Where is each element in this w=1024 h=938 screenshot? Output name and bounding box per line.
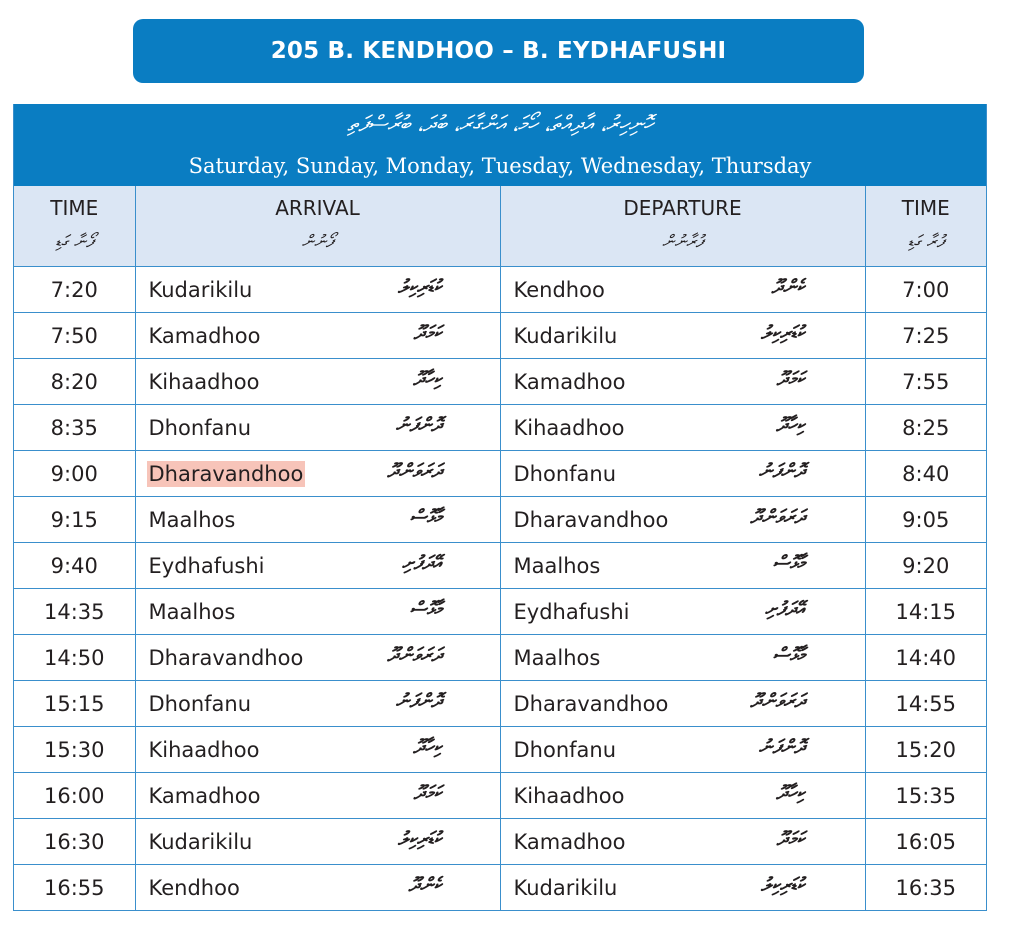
departure-cell bbox=[500, 451, 865, 497]
arrival-cell bbox=[135, 589, 500, 635]
departure-time-cell: 7:55 bbox=[865, 359, 986, 405]
header-arrival bbox=[135, 186, 500, 267]
arrival-time-cell: 9:15 bbox=[14, 497, 135, 543]
table-row bbox=[14, 359, 986, 405]
arrival-cell-dhivehi: ކިހާދޫ bbox=[413, 368, 442, 390]
arrival-time-cell: 14:35 bbox=[14, 589, 135, 635]
departure-cell-name: Maalhos bbox=[513, 554, 601, 578]
departure-cell-name: Kihaadhoo bbox=[513, 416, 625, 440]
header-departure-time bbox=[865, 186, 986, 267]
departure-cell bbox=[500, 865, 865, 911]
departure-cell-name: Kudarikilu bbox=[513, 324, 618, 348]
days-english: Saturday, Sunday, Monday, Tuesday, Wednesday, Thursday bbox=[188, 154, 812, 178]
arrival-cell bbox=[135, 819, 500, 865]
arrival-cell-dhivehi: އޭދަފުށި bbox=[402, 552, 442, 574]
header-arrival-label: ARRIVAL bbox=[275, 196, 360, 220]
arrival-cell bbox=[135, 635, 500, 681]
departure-time-cell: 9:20 bbox=[865, 543, 986, 589]
arrival-cell bbox=[135, 865, 500, 911]
header-departure-dhivehi: ފުރާނުން bbox=[662, 232, 703, 252]
schedule-body bbox=[14, 267, 986, 911]
table-row bbox=[14, 635, 986, 681]
table-row bbox=[14, 313, 986, 359]
departure-cell-dhivehi: ދަރަވަންދޫ bbox=[750, 690, 805, 712]
header-time-label: TIME bbox=[901, 196, 950, 220]
arrival-time-cell: 14:50 bbox=[14, 635, 135, 681]
departure-cell-name: Kendhoo bbox=[513, 278, 605, 302]
departure-cell-name: Kamadhoo bbox=[513, 370, 626, 394]
departure-time-cell: 16:05 bbox=[865, 819, 986, 865]
departure-cell-dhivehi: ކަމަދޫ bbox=[776, 368, 805, 390]
departure-time-cell: 15:35 bbox=[865, 773, 986, 819]
arrival-cell-dhivehi: ކެންދޫ bbox=[408, 874, 442, 896]
departure-cell-dhivehi: ކިހާދޫ bbox=[776, 414, 805, 436]
arrival-cell-name: Dharavandhoo bbox=[148, 462, 304, 486]
arrival-time-cell: 16:00 bbox=[14, 773, 135, 819]
arrival-cell-dhivehi: ކުޑަރިކިލު bbox=[397, 276, 442, 298]
departure-cell-name: Kudarikilu bbox=[513, 876, 618, 900]
arrival-cell bbox=[135, 267, 500, 313]
arrival-cell bbox=[135, 681, 500, 727]
departure-cell bbox=[500, 635, 865, 681]
arrival-time-cell: 8:20 bbox=[14, 359, 135, 405]
departure-cell bbox=[500, 773, 865, 819]
departure-time-cell: 16:35 bbox=[865, 865, 986, 911]
arrival-time-cell: 15:15 bbox=[14, 681, 135, 727]
departure-cell bbox=[500, 267, 865, 313]
departure-cell-dhivehi: ކިހާދޫ bbox=[776, 782, 805, 804]
table-row bbox=[14, 497, 986, 543]
days-dhivehi: ހޮނިހިރު، އާދިއްތަ، ހޯމަ، އަންގާރަ، ބުދަ، ބުރާސްފަތި bbox=[347, 112, 653, 137]
header-time-dhivehi: ފުރާ ގަޑި bbox=[907, 232, 944, 252]
table-row bbox=[14, 405, 986, 451]
arrival-cell bbox=[135, 359, 500, 405]
arrival-cell-dhivehi: ކަމަދޫ bbox=[413, 782, 442, 804]
departure-cell-name: Maalhos bbox=[513, 646, 601, 670]
departure-cell bbox=[500, 727, 865, 773]
table-row bbox=[14, 727, 986, 773]
arrival-cell-dhivehi: ދަރަވަންދޫ bbox=[387, 460, 442, 482]
departure-cell-dhivehi: މާޅޮސް bbox=[772, 552, 805, 574]
departure-cell bbox=[500, 313, 865, 359]
arrival-cell-name: Dhonfanu bbox=[148, 692, 252, 716]
departure-cell bbox=[500, 543, 865, 589]
table-row bbox=[14, 865, 986, 911]
days-banner bbox=[14, 104, 986, 186]
table-row bbox=[14, 819, 986, 865]
departure-time-cell: 14:40 bbox=[865, 635, 986, 681]
arrival-cell-name: Kudarikilu bbox=[148, 278, 253, 302]
departure-time-cell: 8:25 bbox=[865, 405, 986, 451]
departure-cell bbox=[500, 405, 865, 451]
arrival-cell-dhivehi: މާޅޮސް bbox=[409, 506, 442, 528]
header-time-label: TIME bbox=[50, 196, 99, 220]
arrival-cell-dhivehi: ކިހާދޫ bbox=[413, 736, 442, 758]
departure-cell-dhivehi: ދޮންފަނު bbox=[758, 736, 805, 758]
arrival-cell-name: Kamadhoo bbox=[148, 784, 261, 808]
departure-cell-name: Dhonfanu bbox=[513, 738, 617, 762]
departure-cell-name: Kihaadhoo bbox=[513, 784, 625, 808]
arrival-time-cell: 8:35 bbox=[14, 405, 135, 451]
arrival-cell-name: Maalhos bbox=[148, 508, 236, 532]
table-row bbox=[14, 681, 986, 727]
departure-time-cell: 7:00 bbox=[865, 267, 986, 313]
arrival-cell-name: Eydhafushi bbox=[148, 554, 265, 578]
table-row bbox=[14, 773, 986, 819]
departure-cell-dhivehi: ކުޑަރިކިލު bbox=[760, 322, 805, 344]
arrival-time-cell: 16:30 bbox=[14, 819, 135, 865]
header-departure-label: DEPARTURE bbox=[623, 196, 742, 220]
arrival-cell-dhivehi: ދޮންފަނު bbox=[395, 690, 442, 712]
departure-time-cell: 14:15 bbox=[865, 589, 986, 635]
arrival-cell bbox=[135, 543, 500, 589]
departure-cell-name: Dharavandhoo bbox=[513, 508, 669, 532]
header-row bbox=[14, 186, 986, 267]
table-row bbox=[14, 267, 986, 313]
header-departure bbox=[500, 186, 865, 267]
header-time-dhivehi: ފޯނާ ގަޑި bbox=[54, 232, 94, 252]
table-row bbox=[14, 589, 986, 635]
table-row bbox=[14, 451, 986, 497]
departure-cell-name: Dharavandhoo bbox=[513, 692, 669, 716]
route-title: 205 B. KENDHOO – B. EYDHAFUSHI bbox=[133, 19, 864, 83]
departure-time-cell: 14:55 bbox=[865, 681, 986, 727]
departure-time-cell: 7:25 bbox=[865, 313, 986, 359]
departure-time-cell: 9:05 bbox=[865, 497, 986, 543]
departure-cell-dhivehi: އޭދަފުށި bbox=[765, 598, 805, 620]
arrival-cell-name: Dhonfanu bbox=[148, 416, 252, 440]
departure-cell bbox=[500, 497, 865, 543]
arrival-cell-dhivehi: ކުޑަރިކިލު bbox=[397, 828, 442, 850]
arrival-time-cell: 15:30 bbox=[14, 727, 135, 773]
arrival-cell bbox=[135, 773, 500, 819]
arrival-cell-dhivehi: ދަރަވަންދޫ bbox=[387, 644, 442, 666]
departure-cell bbox=[500, 819, 865, 865]
arrival-cell bbox=[135, 405, 500, 451]
departure-cell-name: Dhonfanu bbox=[513, 462, 617, 486]
arrival-cell-name: Kudarikilu bbox=[148, 830, 253, 854]
arrival-cell-name: Kamadhoo bbox=[148, 324, 261, 348]
departure-cell bbox=[500, 681, 865, 727]
departure-cell-name: Eydhafushi bbox=[513, 600, 630, 624]
arrival-cell-name: Dharavandhoo bbox=[148, 646, 304, 670]
departure-cell-dhivehi: ދޮންފަނު bbox=[758, 460, 805, 482]
departure-time-cell: 8:40 bbox=[865, 451, 986, 497]
arrival-cell-dhivehi: ކަމަދޫ bbox=[413, 322, 442, 344]
arrival-cell-dhivehi: ދޮންފަނު bbox=[395, 414, 442, 436]
departure-time-cell: 15:20 bbox=[865, 727, 986, 773]
header-arrival-time bbox=[14, 186, 135, 267]
arrival-time-cell: 9:40 bbox=[14, 543, 135, 589]
departure-cell-dhivehi: ކުޑަރިކިލު bbox=[760, 874, 805, 896]
arrival-time-cell: 9:00 bbox=[14, 451, 135, 497]
header-arrival-dhivehi: ފޯނުން bbox=[301, 232, 334, 252]
arrival-cell-name: Kendhoo bbox=[148, 876, 240, 900]
arrival-cell bbox=[135, 451, 500, 497]
departure-cell-dhivehi: ދަރަވަންދޫ bbox=[750, 506, 805, 528]
arrival-cell-name: Kihaadhoo bbox=[148, 370, 260, 394]
departure-cell bbox=[500, 359, 865, 405]
arrival-cell-name: Kihaadhoo bbox=[148, 738, 260, 762]
timetable bbox=[13, 104, 987, 911]
schedule-table bbox=[14, 186, 986, 910]
arrival-time-cell: 7:50 bbox=[14, 313, 135, 359]
table-row bbox=[14, 543, 986, 589]
departure-cell-dhivehi: މާޅޮސް bbox=[772, 644, 805, 666]
arrival-cell bbox=[135, 313, 500, 359]
arrival-cell bbox=[135, 727, 500, 773]
arrival-cell-dhivehi: މާޅޮސް bbox=[409, 598, 442, 620]
arrival-time-cell: 7:20 bbox=[14, 267, 135, 313]
departure-cell-dhivehi: ކެންދޫ bbox=[771, 276, 805, 298]
arrival-cell-name: Maalhos bbox=[148, 600, 236, 624]
arrival-time-cell: 16:55 bbox=[14, 865, 135, 911]
departure-cell-dhivehi: ކަމަދޫ bbox=[776, 828, 805, 850]
arrival-cell bbox=[135, 497, 500, 543]
departure-cell bbox=[500, 589, 865, 635]
departure-cell-name: Kamadhoo bbox=[513, 830, 626, 854]
